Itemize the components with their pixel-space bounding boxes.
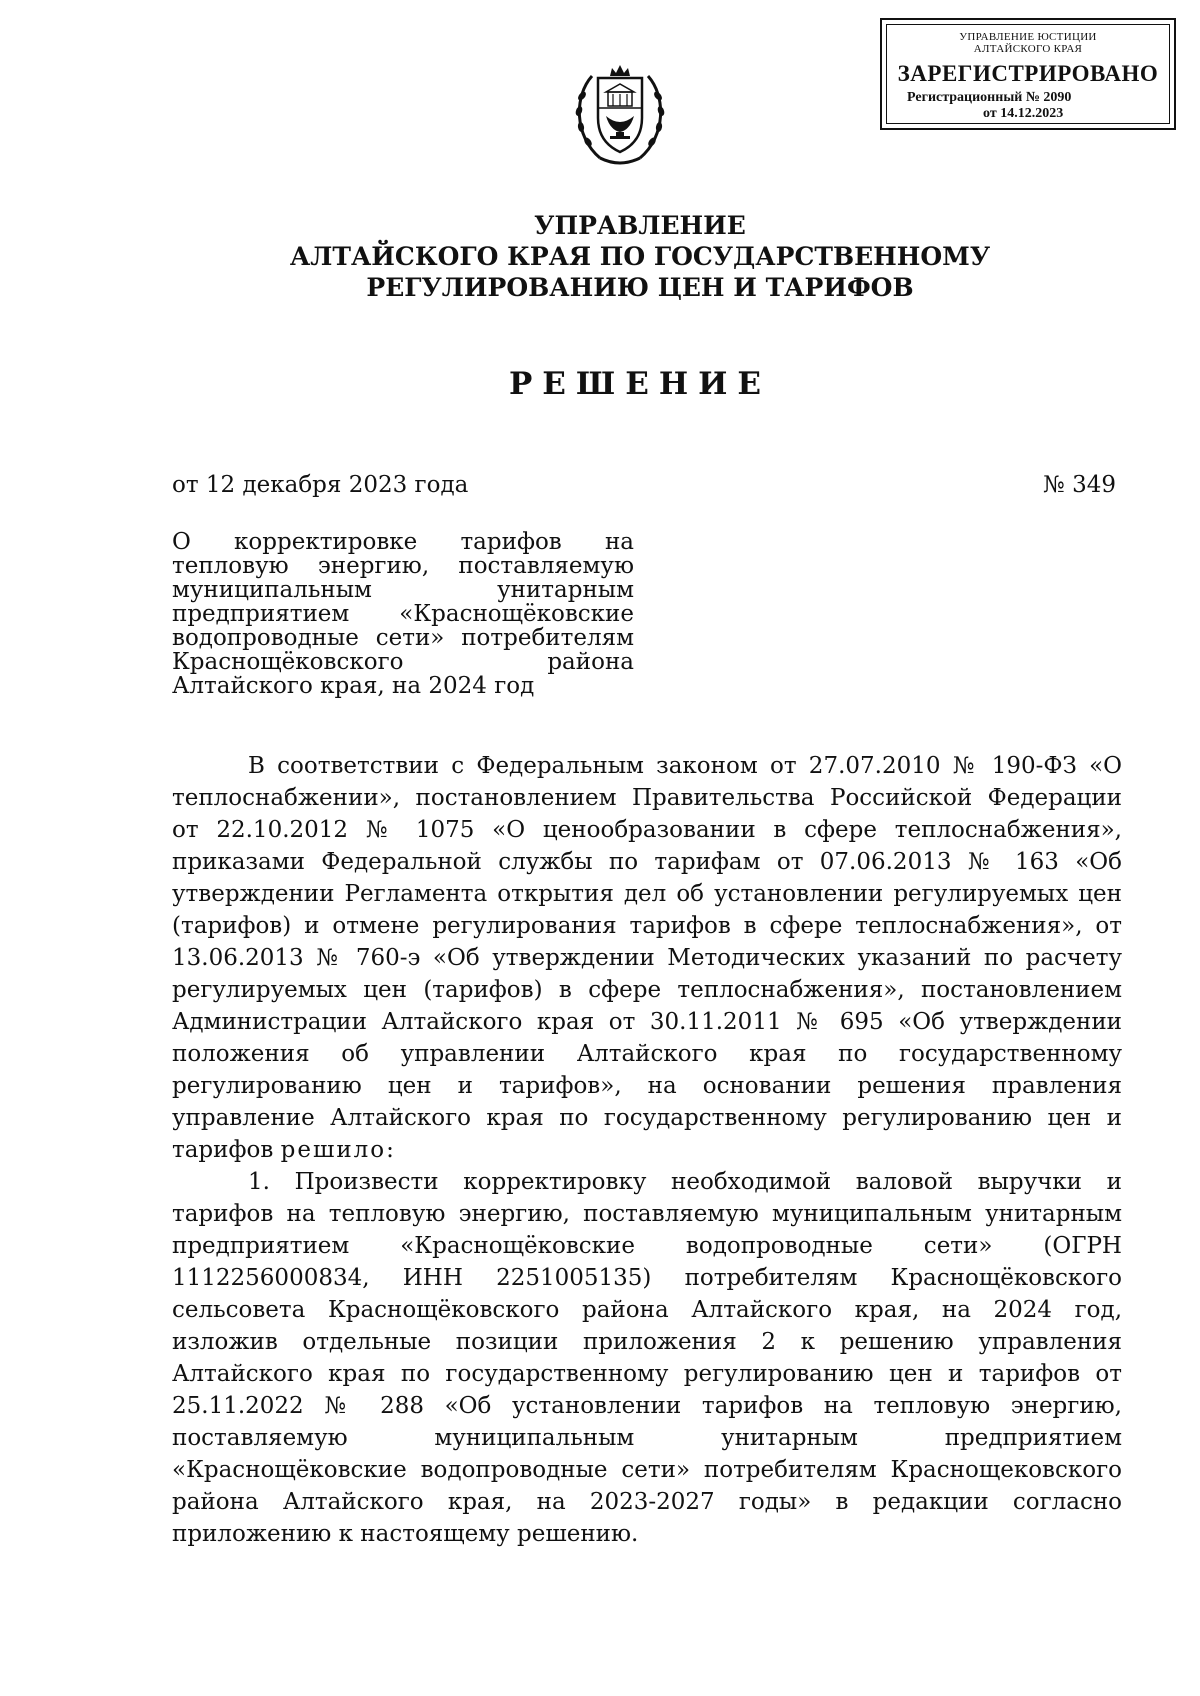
document-subject	[172, 530, 634, 698]
issuing-authority	[180, 210, 1100, 303]
stamp-department-line1: УПРАВЛЕНИЕ ЮСТИЦИИ	[959, 31, 1097, 43]
stamp-registration-number: Регистрационный № 2090	[907, 90, 1072, 105]
document-type-title: РЕШЕНИЕ	[508, 366, 772, 402]
document-date: от 12 декабря 2023 года	[172, 472, 469, 498]
stamp-department-line2: АЛТАЙСКОГО КРАЯ	[973, 43, 1083, 55]
stamp-inner-frame	[886, 24, 1170, 124]
item-1-paragraph: 1. Произвести корректировку необходимой валовой выручки и тарифов на тепловую энергию, поставляемую муниципальным унитарным предприятием «Краснощёковские водопроводные сети» (ОГРН 1112256000834, ИНН 2251005135) потребителям Краснощёковского сельсовета Краснощёковского района Алтайского края, на 2024 год, изложив отдельные позиции приложения 2 к решению управления Алтайского края по государственному регулированию цен и тарифов от 25.11.2022 № 288 «Об установлении тарифов на тепловую энергию, поставляемую муниципальным унитарным предприятием «Краснощёковские водопроводные сети» потребителям Краснощековского района Алтайского края, на 2023-2027 годы» в редакции согласно приложению к настоящему решению.	[172, 1169, 1122, 1547]
stamp-status: ЗАРЕГИСТРИРОВАНО	[897, 61, 1159, 86]
preamble-text: В соответствии с Федеральным законом от 27.07.2010 № 190-ФЗ «О теплоснабжении», постановлением Правительства Российской Федерации от 22.10.2012 № 1075 «О ценообразовании в сфере теплоснабжения», приказами Федеральной службы по тарифам от 07.06.2013 № 163 «Об утверждении Регламента открытия дел об установлении регулируемых цен (тарифов) и отмене регулирования тарифов в сфере теплоснабжения», от 13.06.2013 № 760-э «Об утверждении Методических указаний по расчету регулируемых цен (тарифов) в сфере теплоснабжения», постановлением Администрации Алтайского края от 30.11.2011 № 695 «Об утверждении положения об управлении Алтайского края по государственному регулированию цен и тарифов», на основании решения правления управление Алтайского края по государственному регулированию цен и тарифов	[172, 753, 1122, 1163]
org-line-3: РЕГУЛИРОВАНИЮ ЦЕН И ТАРИФОВ	[366, 273, 914, 302]
document-body	[172, 750, 1122, 1550]
registration-stamp	[880, 18, 1176, 130]
stamp-department	[887, 31, 1169, 55]
subject-text: О корректировке тарифов на тепловую энергию, поставляемую муниципальным унитарным предприятием «Краснощёковские водопроводные сети» потребителям Краснощёковского района	[172, 529, 634, 675]
org-line-1: УПРАВЛЕНИЕ	[534, 211, 746, 240]
coat-of-arms-icon	[570, 56, 670, 172]
subject-text-last-line: Алтайского края, на 2024 год	[172, 673, 535, 699]
preamble-paragraph	[172, 750, 1122, 1166]
document-number: № 349	[1043, 472, 1116, 498]
stamp-registration-date: от 14.12.2023	[983, 106, 1064, 121]
org-line-2: АЛТАЙСКОГО КРАЯ ПО ГОСУДАРСТВЕННОМУ	[289, 242, 991, 271]
decided-word: решило:	[280, 1137, 396, 1163]
